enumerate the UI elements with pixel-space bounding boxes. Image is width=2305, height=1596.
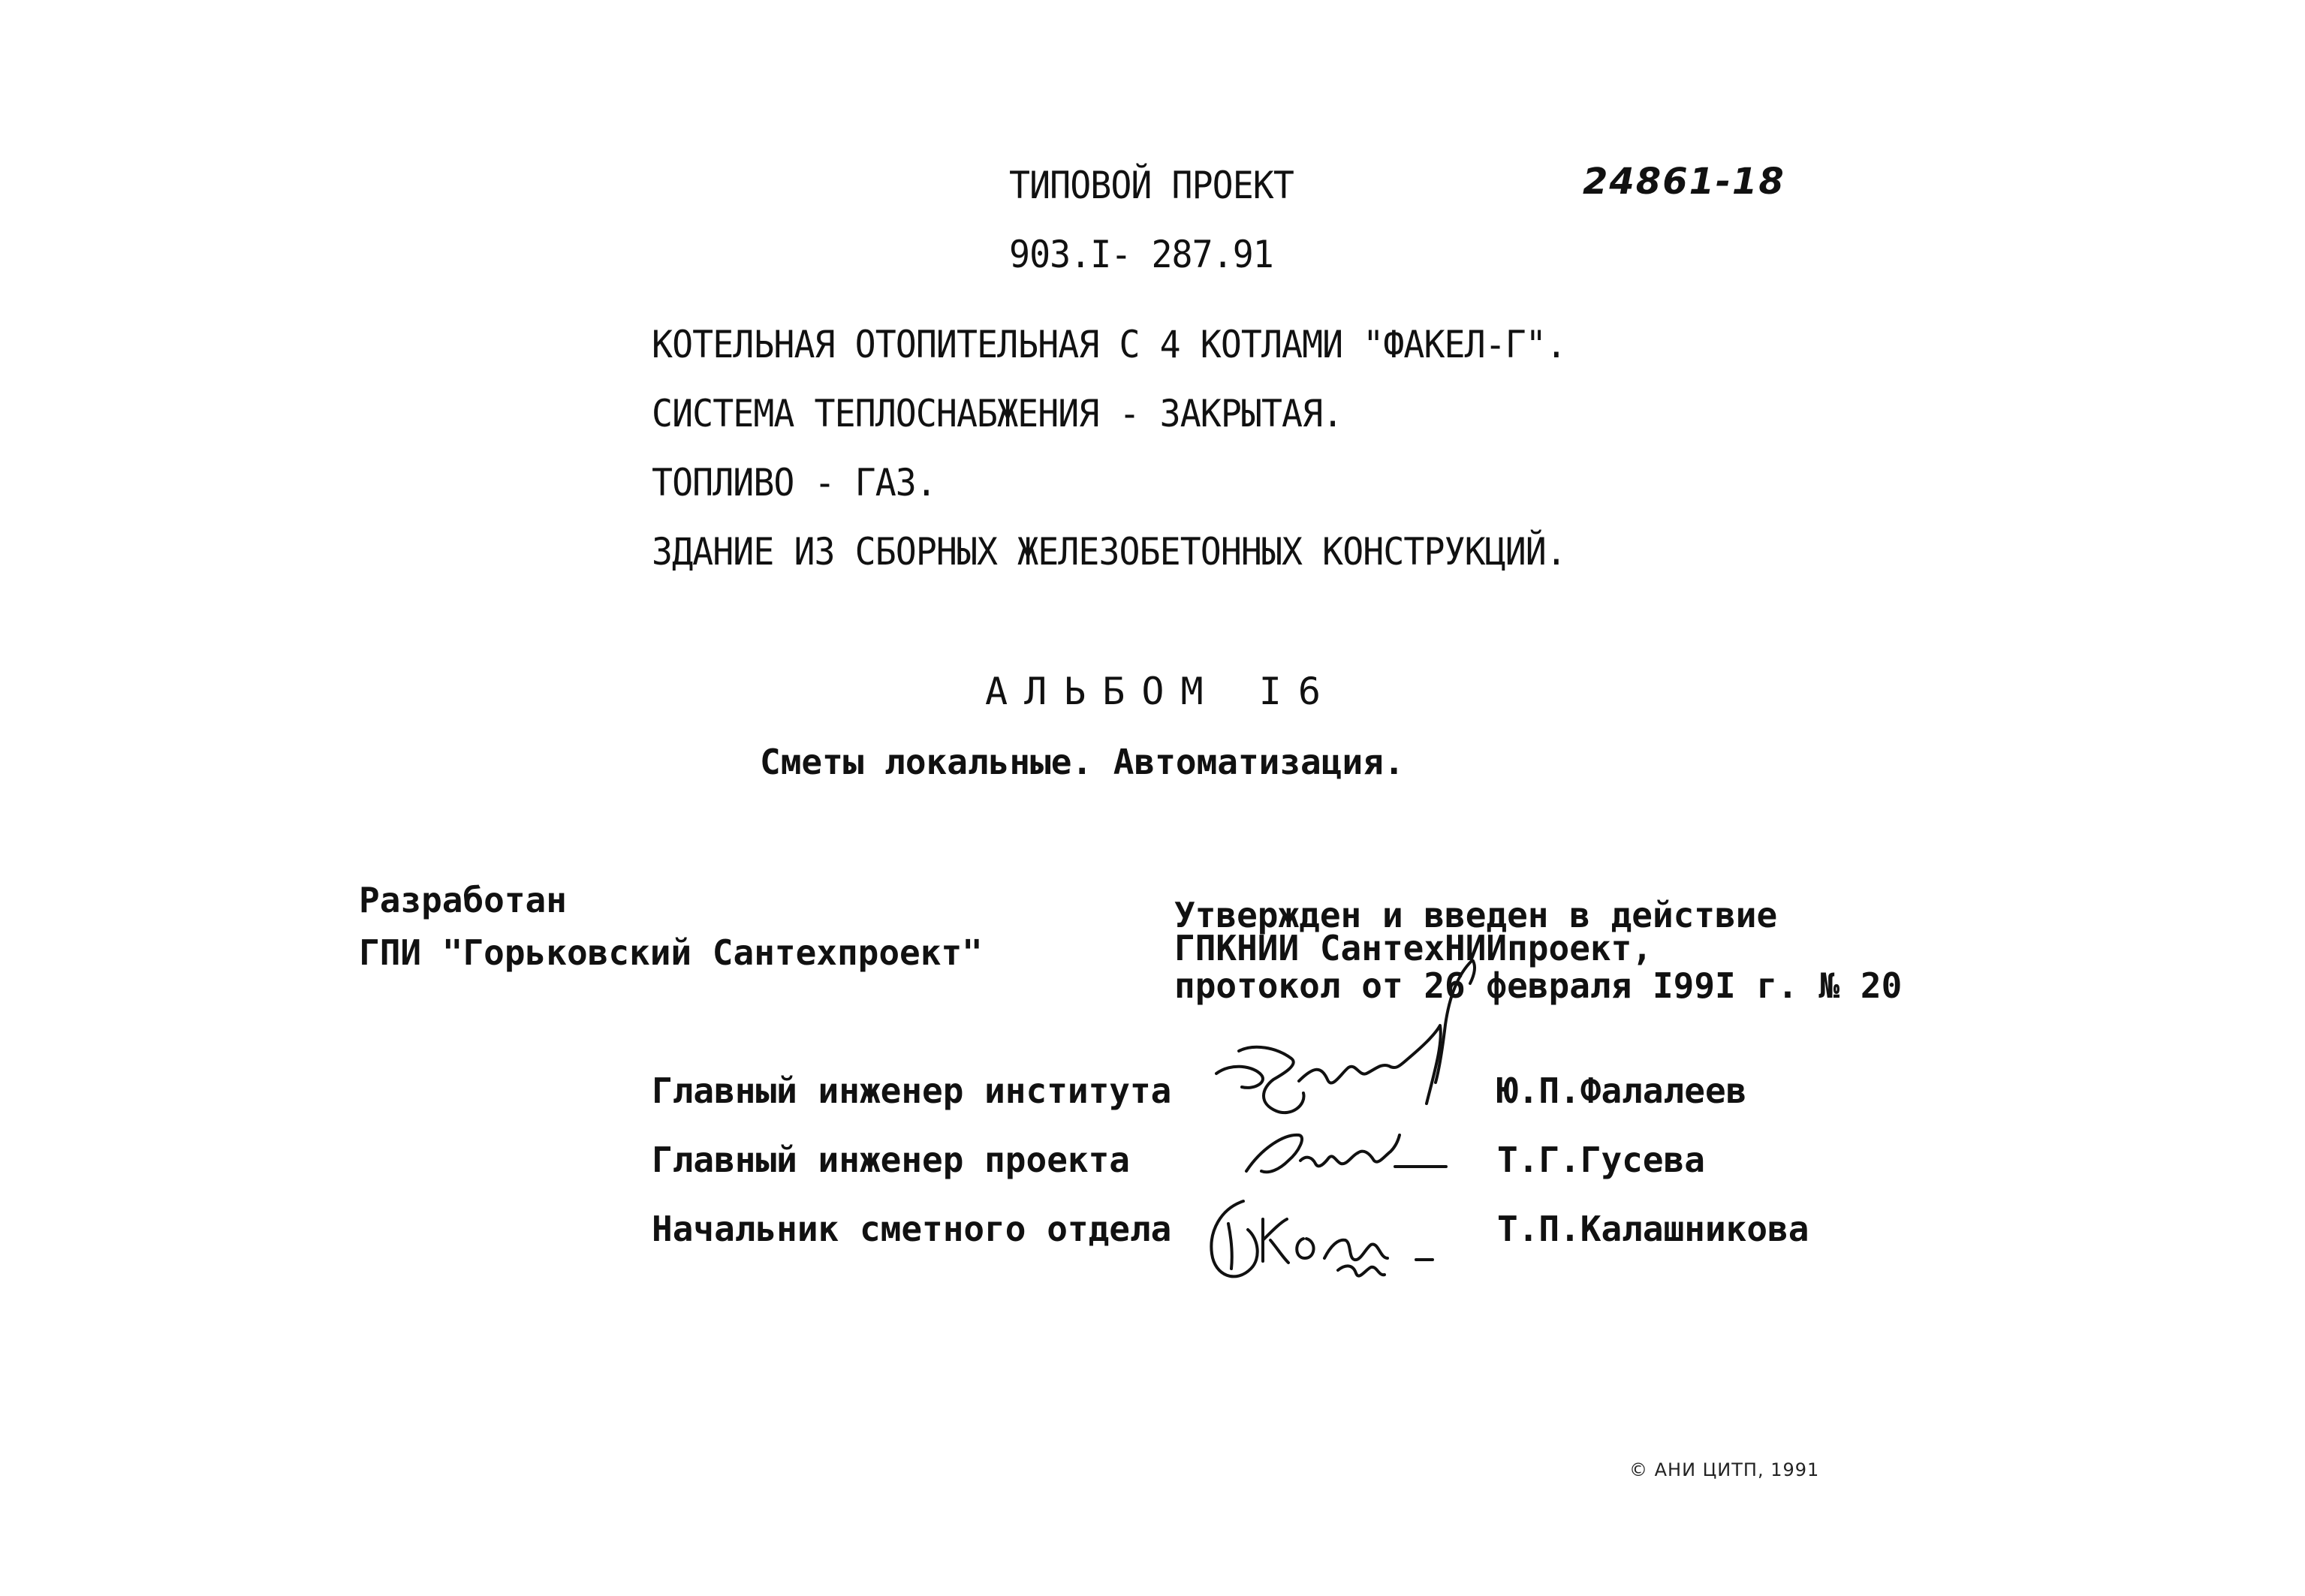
signatory-name-1: Ю.П.Фалалеев — [1497, 1071, 1747, 1111]
description-line-2: СИСТЕМА ТЕПЛОСНАБЖЕНИЯ - ЗАКРЫТАЯ. — [652, 392, 1343, 435]
signatory-role-2: Главный инженер проекта — [652, 1140, 1130, 1180]
signatory-name-3: Т.П.Калашникова — [1497, 1209, 1809, 1249]
copyright-notice: © АНИ ЦИТП, 1991 — [1629, 1459, 1820, 1480]
archive-number: 24861-18 — [1583, 161, 1785, 203]
project-type: ТИПОВОЙ ПРОЕКТ — [1009, 164, 1294, 207]
developed-organization: ГПИ "Горьковский Сантехпроект" — [359, 932, 983, 973]
signature-guseva — [1231, 1119, 1449, 1194]
signatory-role-1: Главный инженер института — [652, 1071, 1172, 1111]
approved-line-3: протокол от 26 февраля I99I г. № 20 — [1174, 965, 1903, 1006]
project-code: 903.I- 287.91 — [1009, 233, 1273, 276]
approved-line-1: Утвержден и введен в действие — [1174, 895, 1778, 935]
signatory-name-2: Т.Г.Гусева — [1497, 1140, 1705, 1180]
description-line-3: ТОПЛИВО - ГАЗ. — [652, 461, 936, 504]
description-line-4: ЗДАНИЕ ИЗ СБОРНЫХ ЖЕЛЕЗОБЕТОННЫХ КОНСТРУКЦИЙ. — [652, 530, 1566, 574]
signatory-role-3: Начальник сметного отдела — [652, 1209, 1172, 1249]
description-line-1: КОТЕЛЬНАЯ ОТОПИТЕЛЬНАЯ С 4 КОТЛАМИ "ФАКЕЛ-Г". — [652, 323, 1566, 366]
developed-label: Разработан — [359, 880, 567, 920]
signature-falaleev — [1209, 1021, 1449, 1134]
album-title: АЛЬБОМ I6 — [985, 670, 1337, 713]
approved-line-2: ГПКНИИ СантехНИИпроект, — [1174, 928, 1653, 968]
album-subtitle: Сметы локальные. Автоматизация. — [760, 742, 1405, 782]
signature-kalashnikova — [1198, 1186, 1454, 1299]
